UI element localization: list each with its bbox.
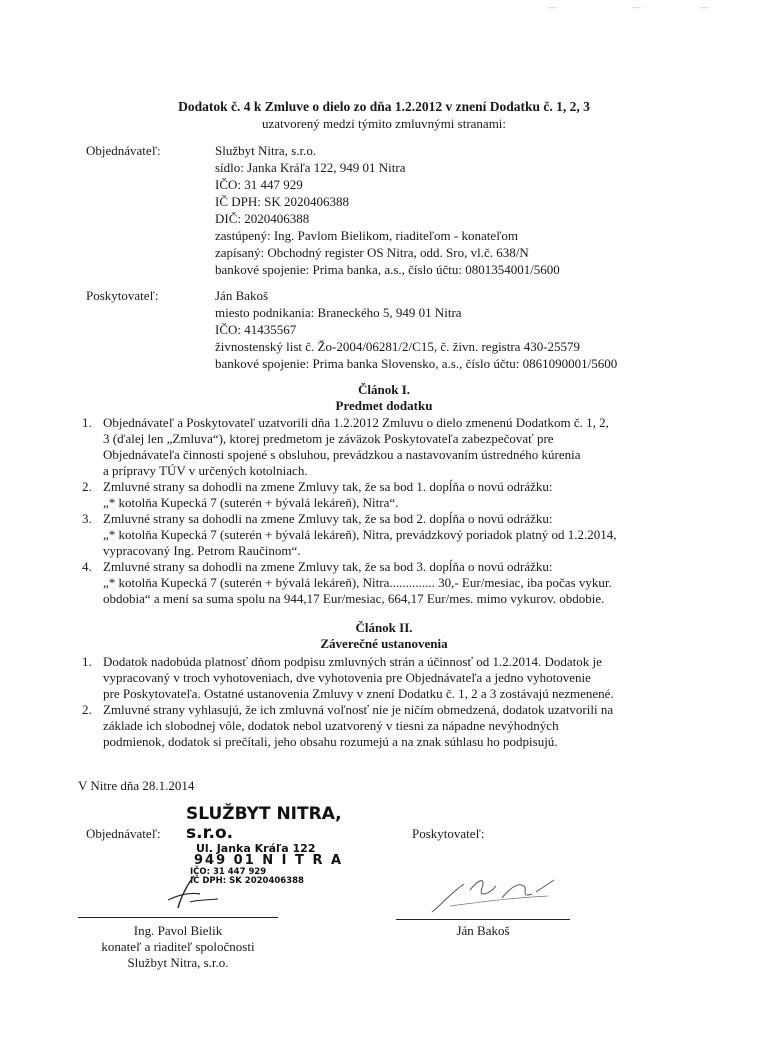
- article1-item1-line: Objednávateľa činnosti spojené s obsluhou, prevádzkou a nastavovaním ústredného kúrenia: [103, 447, 581, 462]
- document-subtitle: uzatvorený medzi týmito zmluvnými stranami:: [261, 116, 507, 131]
- client-handwritten-signature: [150, 872, 240, 914]
- article1-item3-line: „* kotolňa Kupecká 7 (suterén + bývalá lekáreň), Nitra, prevádzkový poriadok platný od 1.2.2014,: [103, 527, 617, 542]
- client-signatory-name: Ing. Pavol Bielik: [133, 923, 223, 938]
- article2-subheading: Záverečné ustanovenia: [320, 636, 448, 651]
- provider-signatory-name: Ján Bakoš: [456, 923, 510, 938]
- item-number: 3.: [82, 511, 92, 526]
- article2-item1-line: vypracovaný v troch vyhotoveniach, dve vyhotovenia pre Objednávateľa a jedno vyhotovenie: [103, 670, 591, 685]
- article2-item1-line: pre Poskytovateľa. Ostatné ustanovenia Zmluvy v znení Dodatku č. 1, 2 a 3 zostávajú nezmenené.: [103, 686, 614, 701]
- item-number: 1.: [82, 654, 92, 669]
- place-and-date: V Nitre dňa 28.1.2014: [78, 778, 195, 793]
- item-number: 2.: [82, 479, 92, 494]
- client-seat: sídlo: Janka Kráľa 122, 949 01 Nitra: [215, 160, 406, 175]
- provider-handwritten-signature: [420, 868, 570, 918]
- client-signature-label: Objednávateľ:: [86, 826, 161, 841]
- client-signatory-title: konateľ a riaditeľ spoločnosti: [101, 939, 255, 954]
- article1-subheading: Predmet dodatku: [335, 398, 433, 413]
- article2-item2-line: Zmluvné strany vyhlasujú, že ich zmluvná voľnosť nie je ničím obmedzená, dodatok uzatvorili na: [103, 702, 614, 717]
- stamp-city: 949 01 N I T R A: [194, 853, 344, 868]
- stamp-ico: IČO: 31 447 929: [190, 867, 267, 877]
- article1-item1-line: Objednávateľ a Poskytovateľ uzatvorili dňa 1.2.2012 Zmluvu o dielo zmenenú Dodatkom č. 1, 2,: [103, 415, 609, 430]
- provider-trade-license: živnostenský list č. Žo-2004/06281/2/C15, č. živn. registra 430-25579: [215, 339, 581, 354]
- provider-address: miesto podnikania: Braneckého 5, 949 01 Nitra: [215, 305, 462, 320]
- item-number: 4.: [82, 559, 92, 574]
- article1-item2-line: Zmluvné strany sa dohodli na zmene Zmluvy tak, že sa bod 1. dopĺňa o novú odrážku:: [103, 479, 553, 494]
- client-bank: bankové spojenie: Prima banka, a.s., číslo účtu: 0801354001/5600: [215, 262, 560, 277]
- article2-item1-line: Dodatok nadobúda platnosť dňom podpisu zmluvných strán a účinnosť od 1.2.2014. Dodatok je: [103, 654, 602, 669]
- article2-item2-line: podmienok, dodatok si prečítali, jeho obsahu rozumejú a na znak súhlasu ho podpisujú.: [103, 734, 558, 749]
- client-ico: IČO: 31 447 929: [215, 177, 303, 192]
- article1-heading: Článok I.: [357, 382, 411, 397]
- provider-label: Poskytovateľ:: [86, 288, 159, 303]
- scan-marks: —: [632, 3, 641, 13]
- client-ic-dph: IČ DPH: SK 2020406388: [215, 194, 349, 209]
- client-signature-line: [78, 917, 278, 918]
- provider-signature-label: Poskytovateľ:: [412, 826, 485, 841]
- provider-ico: IČO: 41435567: [215, 322, 297, 337]
- article1-item4-line: obdobia“ a mení sa suma spolu na 944,17 Eur/mesiac, 664,17 Eur/mes. mimo vykurov. obdobie.: [103, 591, 605, 606]
- provider-bank: bankové spojenie: Prima banka Slovensko, a.s., číslo účtu: 0861090001/5600: [215, 356, 618, 371]
- document-title: Dodatok č. 4 k Zmluve o dielo zo dňa 1.2.2012 v znení Dodatku č. 1, 2, 3: [178, 99, 590, 114]
- article1-item1-line: a prípravy TÚV v určených kotolniach.: [103, 463, 308, 478]
- scan-marks: —: [700, 3, 709, 13]
- article1-item1-line: 3 (ďalej len „Zmluva“), ktorej predmetom je záväzok Poskytovateľa zabezpečovať pre: [103, 431, 554, 446]
- article1-item3-line: vypracovaný Ing. Petrom Raučinom“.: [103, 543, 301, 558]
- client-signatory-company: Službyt Nitra, s.r.o.: [127, 955, 229, 970]
- article1-item2-line: „* kotolňa Kupecká 7 (suterén + bývalá lekáreň), Nitra“.: [103, 495, 399, 510]
- article1-item4-line: Zmluvné strany sa dohodli na zmene Zmluvy tak, že sa bod 3. dopĺňa o novú odrážku:: [103, 559, 553, 574]
- stamp-ic-dph: IČ DPH: SK 2020406388: [190, 876, 304, 886]
- provider-signature-line: [396, 919, 570, 920]
- article1-item4-line: „* kotolňa Kupecká 7 (suterén + bývalá lekáreň), Nitra.............. 30,- Eur/mesiac, iba počas vykur.: [103, 575, 612, 590]
- client-representative: zastúpený: Ing. Pavlom Bielikom, riaditeľom - konateľom: [215, 228, 519, 243]
- article1-item3-line: Zmluvné strany sa dohodli na zmene Zmluvy tak, že sa bod 2. dopĺňa o novú odrážku:: [103, 511, 553, 526]
- client-dic: DIČ: 2020406388: [215, 211, 310, 226]
- item-number: 2.: [82, 702, 92, 717]
- article2-item2-line: základe ich slobodnej vôle, dodatok nebol uzatvorený v tiesni za nápadne nevýhodných: [103, 718, 559, 733]
- stamp-company-name: SLUŽBYT NITRA, s.r.o.: [186, 804, 342, 843]
- client-name: Službyt Nitra, s.r.o.: [215, 143, 317, 158]
- client-label: Objednávateľ:: [86, 143, 161, 158]
- provider-name: Ján Bakoš: [215, 288, 269, 303]
- scan-marks: —: [548, 3, 557, 13]
- stamp-street: Ul. Janka Kráľa 122: [196, 842, 316, 855]
- article2-heading: Článok II.: [355, 620, 413, 635]
- item-number: 1.: [82, 415, 92, 430]
- client-registry: zapísaný: Obchodný register OS Nitra, odd. Sro, vl.č. 638/N: [215, 245, 529, 260]
